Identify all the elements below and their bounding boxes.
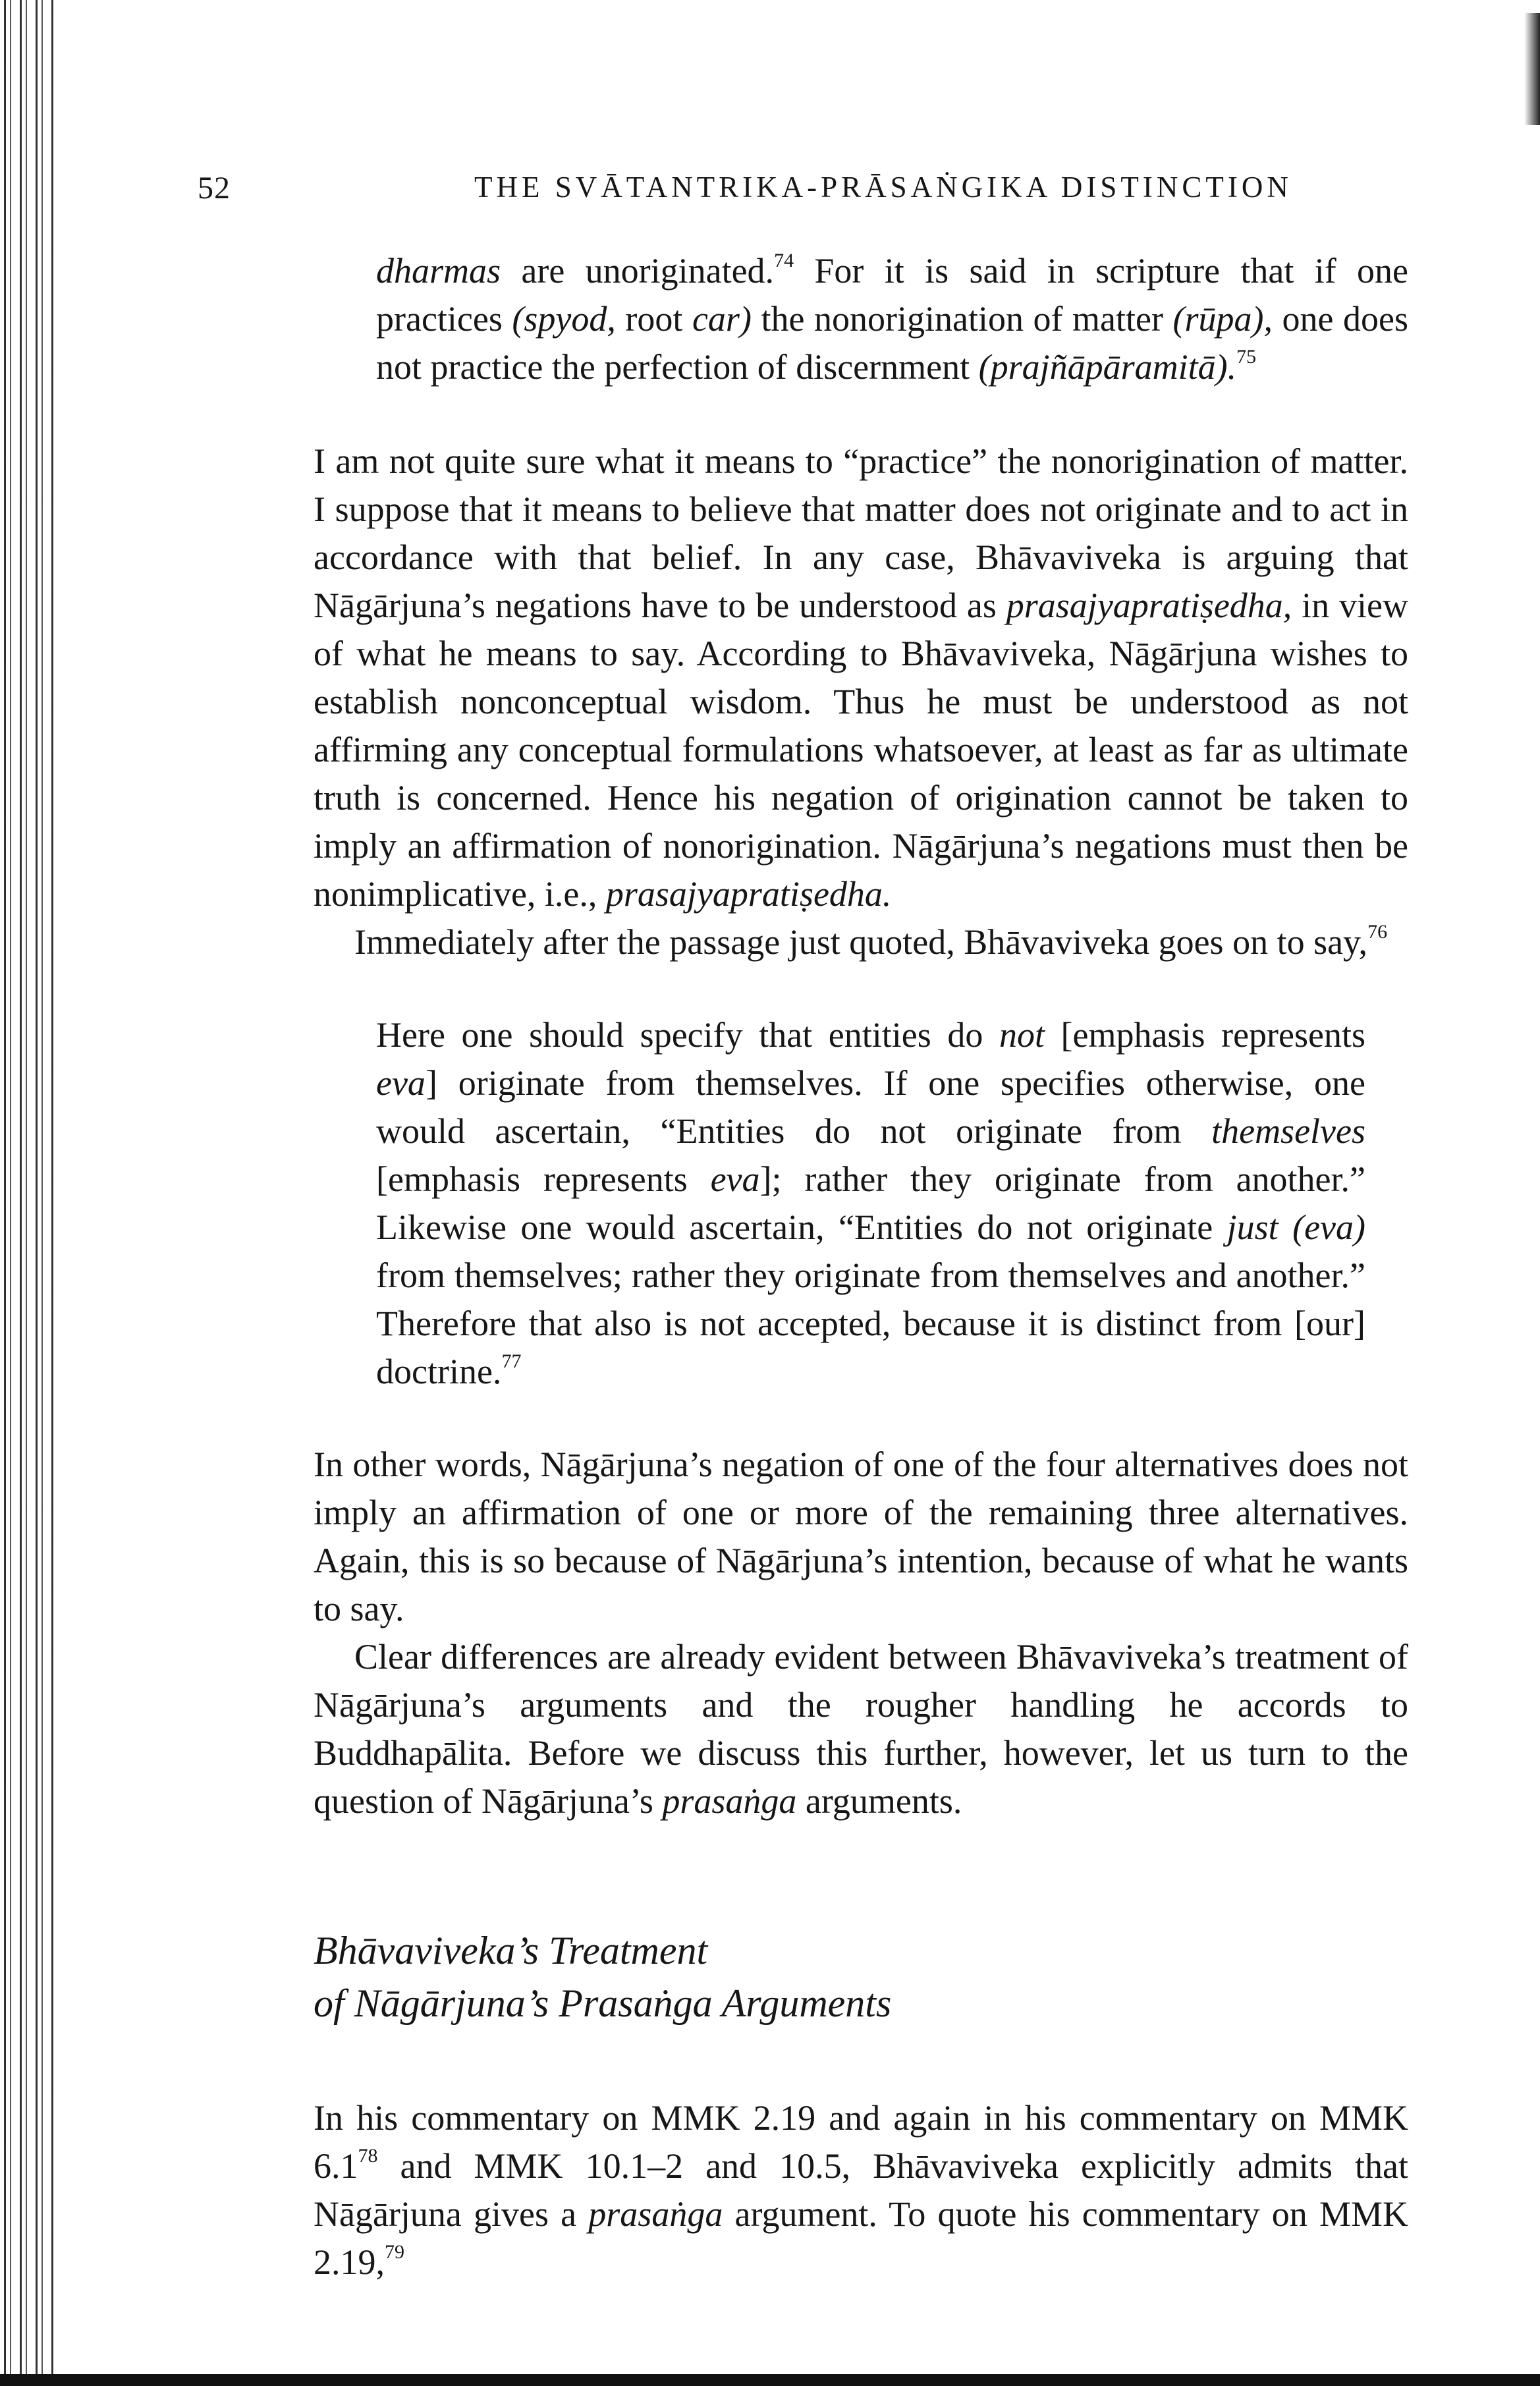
term-car: car) — [692, 299, 752, 339]
term-prasajyapratisedha: prasajyapratiṣedha, — [1006, 586, 1292, 625]
term-prasajyapratisedha: prasajyapratiṣedha. — [605, 874, 892, 914]
footnote-ref: 75 — [1236, 346, 1257, 368]
emphasis-not: not — [999, 1015, 1045, 1055]
term-prasanga: prasaṅga — [588, 2194, 723, 2234]
paragraph: In his commentary on MMK 2.19 and again in his commentary on MMK $6.1^{78}$ and MMK 10.1–2 and 10.5, Bhāvaviveka explicitly admits that Nāgārjuna gives a prasaṅga argument. To quote his commentary on MMK 2.19,79 — [314, 2098, 1408, 2282]
term-just-eva: just (eva) — [1226, 1207, 1365, 1247]
page-body — [314, 247, 1408, 2287]
paragraph: Immediately after the passage just quoted, Bhāvaviveka goes on to say,$^{76}$ — [354, 921, 1388, 962]
term-rupa: (rūpa), — [1172, 299, 1273, 339]
section-heading: Bhāvaviveka’s Treatment of Nāgārjuna’s Prasaṅga Arguments — [314, 1929, 892, 2025]
paragraph: Clear differences are already evident between Bhāvaviveka’s treatment of Nāgārjuna’s arguments and the rougher handling he accords to Buddhapālita. Before we discuss this further, however, let us turn to the question of Nāgārjuna’s prasaṅga arguments. — [314, 1637, 1408, 1821]
paragraph: In other words, Nāgārjuna’s negation of one of the four alternatives does not imply an affirmation of one or more of the remaining three alternatives. Again, this is so because of Nāgārjuna’s intention, because of what he wants to say. — [314, 1445, 1408, 1628]
term-dharmas: dharmas — [376, 251, 501, 291]
page-header — [198, 170, 1449, 216]
scan-bottom-edge — [0, 2374, 1540, 2386]
running-head: THE SVĀTANTRIKA-PRĀSAṄGIKA DISTINCTION — [474, 171, 1292, 204]
page-number: 52 — [198, 171, 231, 206]
book-binding-edge — [0, 0, 57, 2386]
footnote-ref: 79 — [385, 2241, 404, 2263]
footnote-ref: 76 — [1367, 921, 1388, 943]
footnote-ref: 78 — [358, 2145, 378, 2167]
term-prajnaparamita: (prajñāpāramitā). — [978, 347, 1237, 387]
footnote-ref: 74 — [774, 250, 794, 271]
page-edge-shadow — [1524, 13, 1540, 125]
term-eva: eva — [710, 1159, 760, 1199]
paragraph: I am not quite sure what it means to “practice” the nonorigination of matter. I suppose that it means to believe that matter does not originate and to act in accordance with that belief. In any case, Bhāvaviveka is arguing that Nāgārjuna’s negations have to be understood as prasajyapratiṣedha, in view of what he means to say. According to Bhāvaviveka, Nāgārjuna wishes to establish nonconceptual wisdom. Thus he must be understood as not affirming any conceptual formulations whatsoever, at least as far as ultimate truth is concerned. Hence his negation of origination cannot be taken to imply an affirmation of nonorigination. Nāgārjuna’s negations must then be nonimplicative, i.e., prasajyapratiṣedha. — [314, 441, 1408, 914]
block-quote: Here one should specify that entities do not [emphasis represents eva] originate from themselves. If one specifies otherwise, one would ascertain, “Entities do not originate from themselves [emphasis represents eva]; rather they originate from another.” Likewise one would ascertain, “Entities do not originate just (eva) from themselves; rather they originate from themselves and another.” Therefore that also is not accepted, because it is distinct from [our] doctrine.$^{77}$ — [376, 1015, 1365, 1391]
quote-continuation: dharmas are unoriginated.$^{74}$ For it is said in scripture that if one practices (spyod, root car) the nonorigination of matter (rūpa), one does not practice the perfection of discernment (prajñāpāramitā).$^{75}$ — [376, 250, 1409, 387]
term-prasanga: prasaṅga — [662, 1781, 797, 1821]
term-eva: eva — [376, 1063, 426, 1103]
term-spyod: (spyod, — [512, 299, 616, 339]
footnote-ref: 77 — [501, 1350, 522, 1372]
emphasis-themselves: themselves — [1211, 1111, 1365, 1151]
